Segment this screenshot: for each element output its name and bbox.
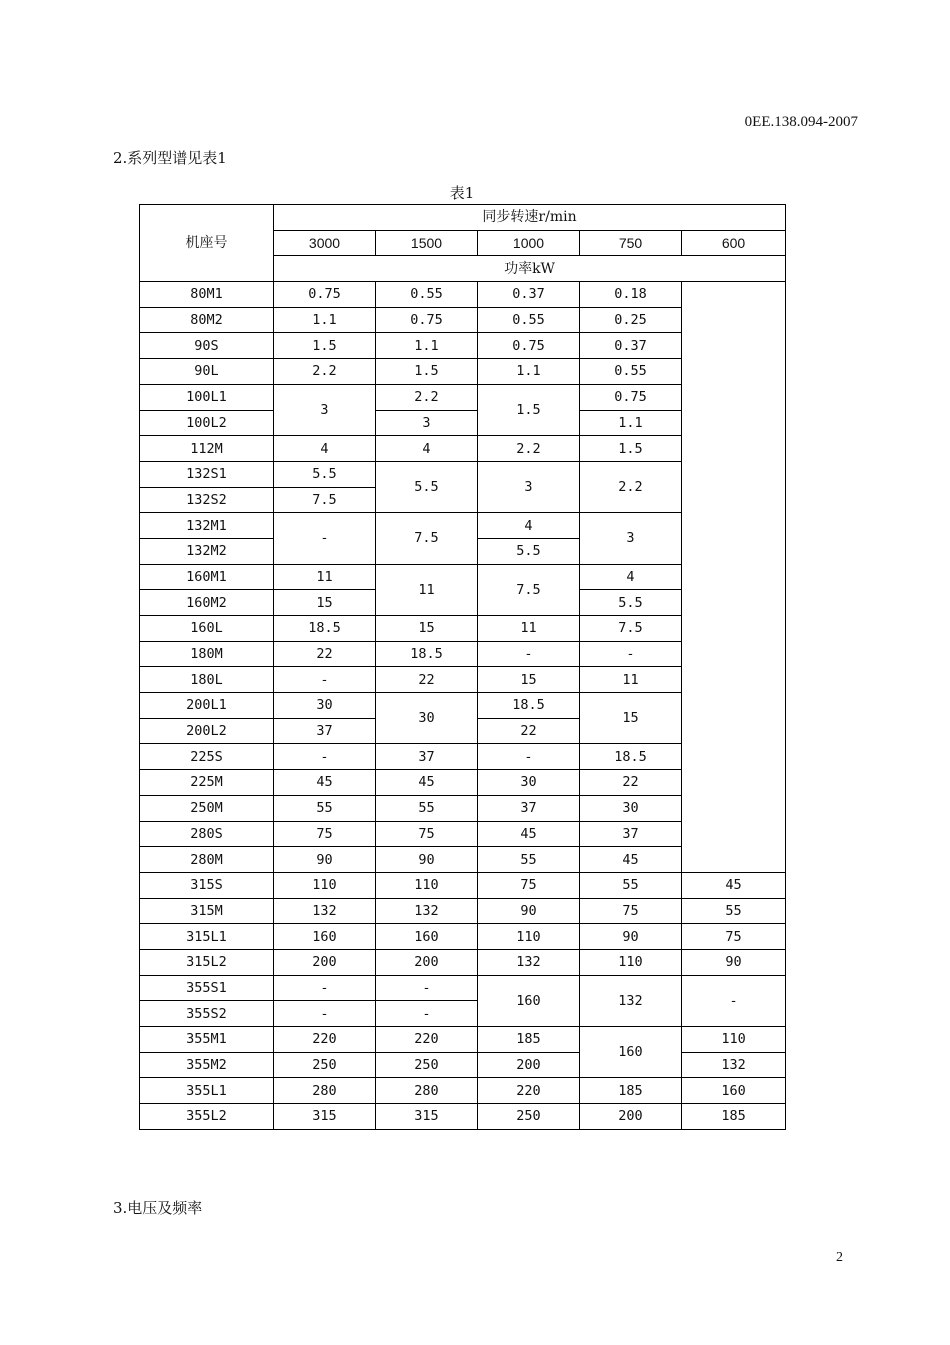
table-row [140,898,786,924]
table-row [140,949,786,975]
power-cell-1500: 280 [376,1078,478,1104]
frame-cell: 80M2 [140,307,274,333]
frame-cell: 132M2 [140,538,274,564]
power-cell-1500: 4 [376,436,478,462]
power-cell-3000: - [274,744,376,770]
header-row-speed [140,205,786,231]
power-cell-1000: 22 [478,718,580,744]
table-caption: 表1 [449,184,475,202]
power-cell-750: 2.2 [580,461,682,512]
frame-cell: 132M1 [140,513,274,539]
power-cell-1500: 45 [376,770,478,796]
frame-cell: 200L2 [140,718,274,744]
table-row [140,924,786,950]
power-cell-1000: 0.37 [478,282,580,308]
speed-750: 750 [580,230,682,256]
power-cell-3000: 22 [274,641,376,667]
power-cell-3000: 3 [274,384,376,435]
power-cell-3000: - [274,513,376,564]
power-cell-3000: 280 [274,1078,376,1104]
table-row [140,1027,786,1053]
power-cell-3000: 30 [274,693,376,719]
power-cell-1500: 3 [376,410,478,436]
frame-cell: 225M [140,770,274,796]
power-cell-1000: - [478,744,580,770]
power-cell-750: 160 [580,1027,682,1078]
power-cell-1500: 15 [376,616,478,642]
power-cell-1000: 18.5 [478,693,580,719]
power-cell-750: 200 [580,1104,682,1130]
table-row [140,282,786,308]
power-cell-750: 18.5 [580,744,682,770]
power-cell-1000: 30 [478,770,580,796]
power-cell-3000: 11 [274,564,376,590]
frame-cell: 315S [140,872,274,898]
power-cell-1000: - [478,641,580,667]
power-cell-3000: 2.2 [274,359,376,385]
power-cell-750: 55 [580,872,682,898]
power-cell-3000: 7.5 [274,487,376,513]
frame-cell: 160M2 [140,590,274,616]
power-cell-1000: 2.2 [478,436,580,462]
power-cell-750: 7.5 [580,616,682,642]
power-cell-750: 185 [580,1078,682,1104]
frame-cell: 280S [140,821,274,847]
speed-3000: 3000 [274,230,376,256]
power-cell-3000: 75 [274,821,376,847]
power-cell-1500: 22 [376,667,478,693]
frame-cell: 132S2 [140,487,274,513]
power-cell-750: 37 [580,821,682,847]
power-cell-3000: 110 [274,872,376,898]
frame-cell: 132S1 [140,461,274,487]
frame-cell: 250M [140,795,274,821]
power-cell-1000: 1.5 [478,384,580,435]
table-row [140,1078,786,1104]
power-cell-3000: 250 [274,1052,376,1078]
power-cell-1000: 15 [478,667,580,693]
power-cell-750: 1.5 [580,436,682,462]
table-row [140,1104,786,1130]
power-cell-1500: 0.75 [376,307,478,333]
power-cell-3000: 4 [274,436,376,462]
power-cell-1500: 250 [376,1052,478,1078]
frame-cell: 315M [140,898,274,924]
frame-cell: 80M1 [140,282,274,308]
power-cell-1500: 75 [376,821,478,847]
power-cell-600: 55 [682,898,786,924]
power-cell-750: 5.5 [580,590,682,616]
frame-cell: 355M2 [140,1052,274,1078]
power-cell-1500: 5.5 [376,461,478,512]
power-cell-3000: 18.5 [274,616,376,642]
frame-cell: 100L1 [140,384,274,410]
table-row [140,872,786,898]
power-cell-1000: 1.1 [478,359,580,385]
power-cell-750: 11 [580,667,682,693]
frame-cell: 180M [140,641,274,667]
power-cell-1500: - [376,975,478,1001]
power-cell-600: 45 [682,872,786,898]
power-cell-3000: 1.5 [274,333,376,359]
power-cell-1000: 75 [478,872,580,898]
table-row [140,1052,786,1078]
power-cell-3000: 37 [274,718,376,744]
power-cell-1000: 45 [478,821,580,847]
power-cell-1000: 160 [478,975,580,1026]
power-cell-750: 0.25 [580,307,682,333]
frame-cell: 160L [140,616,274,642]
speed-header: 同步转速r/min [274,205,786,231]
power-cell-750: 4 [580,564,682,590]
power-cell-750: 0.18 [580,282,682,308]
frame-cell: 112M [140,436,274,462]
power-cell-1000: 200 [478,1052,580,1078]
power-cell-1500: 18.5 [376,641,478,667]
power-cell-3000: 15 [274,590,376,616]
power-cell-1000: 220 [478,1078,580,1104]
power-cell-750: 0.75 [580,384,682,410]
frame-cell: 315L1 [140,924,274,950]
power-cell-750: - [580,641,682,667]
power-cell-3000: 90 [274,847,376,873]
power-cell-1000: 7.5 [478,564,580,615]
power-cell-1500: 220 [376,1027,478,1053]
frame-cell: 225S [140,744,274,770]
power-cell-3000: - [274,1001,376,1027]
frame-cell: 355S2 [140,1001,274,1027]
power-cell-3000: 200 [274,949,376,975]
power-cell-1500: 11 [376,564,478,615]
power-cell-1000: 37 [478,795,580,821]
power-cell-3000: 220 [274,1027,376,1053]
power-cell-750: 132 [580,975,682,1026]
power-cell-1500: - [376,1001,478,1027]
power-cell-1500: 200 [376,949,478,975]
power-cell-3000: 5.5 [274,461,376,487]
power-cell-1000: 110 [478,924,580,950]
power-cell-600: - [682,975,786,1026]
power-cell-1000: 11 [478,616,580,642]
power-cell-600: 90 [682,949,786,975]
frame-cell: 200L1 [140,693,274,719]
power-cell-750: 110 [580,949,682,975]
frame-cell: 315L2 [140,949,274,975]
frame-cell: 355L2 [140,1104,274,1130]
power-cell-1000: 90 [478,898,580,924]
power-cell-750: 0.37 [580,333,682,359]
frame-cell: 180L [140,667,274,693]
motor-series-table [139,204,786,1130]
power-cell-3000: - [274,975,376,1001]
frame-cell: 355L1 [140,1078,274,1104]
power-cell-1500: 110 [376,872,478,898]
power-cell-750: 0.55 [580,359,682,385]
frame-cell: 280M [140,847,274,873]
power-cell-750: 45 [580,847,682,873]
document-code: 0EE.138.094-2007 [744,114,858,130]
section-3-heading: 3.电压及频率 [113,1199,203,1217]
speed-1000: 1000 [478,230,580,256]
power-cell-3000: 315 [274,1104,376,1130]
power-cell-3000: - [274,667,376,693]
power-cell-1000: 0.55 [478,307,580,333]
power-cell-1000: 5.5 [478,538,580,564]
power-cell-1500: 2.2 [376,384,478,410]
power-cell-3000: 55 [274,795,376,821]
power-cell-1000: 55 [478,847,580,873]
power-cell-1000: 132 [478,949,580,975]
speed-600: 600 [682,230,786,256]
power-cell-1000: 185 [478,1027,580,1053]
frame-cell: 355S1 [140,975,274,1001]
page-number: 2 [836,1250,843,1265]
power-cell-1500: 55 [376,795,478,821]
power-cell-1500: 315 [376,1104,478,1130]
power-cell-1500: 1.5 [376,359,478,385]
power-cell-600: 75 [682,924,786,950]
power-cell-3000: 45 [274,770,376,796]
frame-header: 机座号 [140,205,274,282]
power-cell-1500: 30 [376,693,478,744]
power-cell-600 [682,282,786,873]
power-header: 功率kW [274,256,786,282]
power-cell-750: 3 [580,513,682,564]
power-cell-600: 132 [682,1052,786,1078]
power-cell-750: 30 [580,795,682,821]
power-cell-1000: 4 [478,513,580,539]
speed-1500: 1500 [376,230,478,256]
frame-cell: 90S [140,333,274,359]
table-row [140,975,786,1001]
power-cell-1000: 0.75 [478,333,580,359]
power-cell-600: 160 [682,1078,786,1104]
power-cell-750: 75 [580,898,682,924]
power-cell-600: 110 [682,1027,786,1053]
power-cell-1500: 132 [376,898,478,924]
power-cell-750: 15 [580,693,682,744]
power-cell-1500: 160 [376,924,478,950]
frame-cell: 355M1 [140,1027,274,1053]
power-cell-750: 1.1 [580,410,682,436]
power-cell-1500: 0.55 [376,282,478,308]
power-cell-3000: 0.75 [274,282,376,308]
power-cell-600: 185 [682,1104,786,1130]
power-cell-3000: 160 [274,924,376,950]
power-cell-3000: 132 [274,898,376,924]
power-cell-3000: 1.1 [274,307,376,333]
power-cell-1500: 1.1 [376,333,478,359]
power-cell-1000: 250 [478,1104,580,1130]
section-2-heading: 2.系列型谱见表1 [113,149,227,167]
frame-cell: 100L2 [140,410,274,436]
power-cell-750: 90 [580,924,682,950]
power-cell-1500: 7.5 [376,513,478,564]
power-cell-1500: 37 [376,744,478,770]
power-cell-1500: 90 [376,847,478,873]
frame-cell: 90L [140,359,274,385]
power-cell-1000: 3 [478,461,580,512]
power-cell-750: 22 [580,770,682,796]
frame-cell: 160M1 [140,564,274,590]
